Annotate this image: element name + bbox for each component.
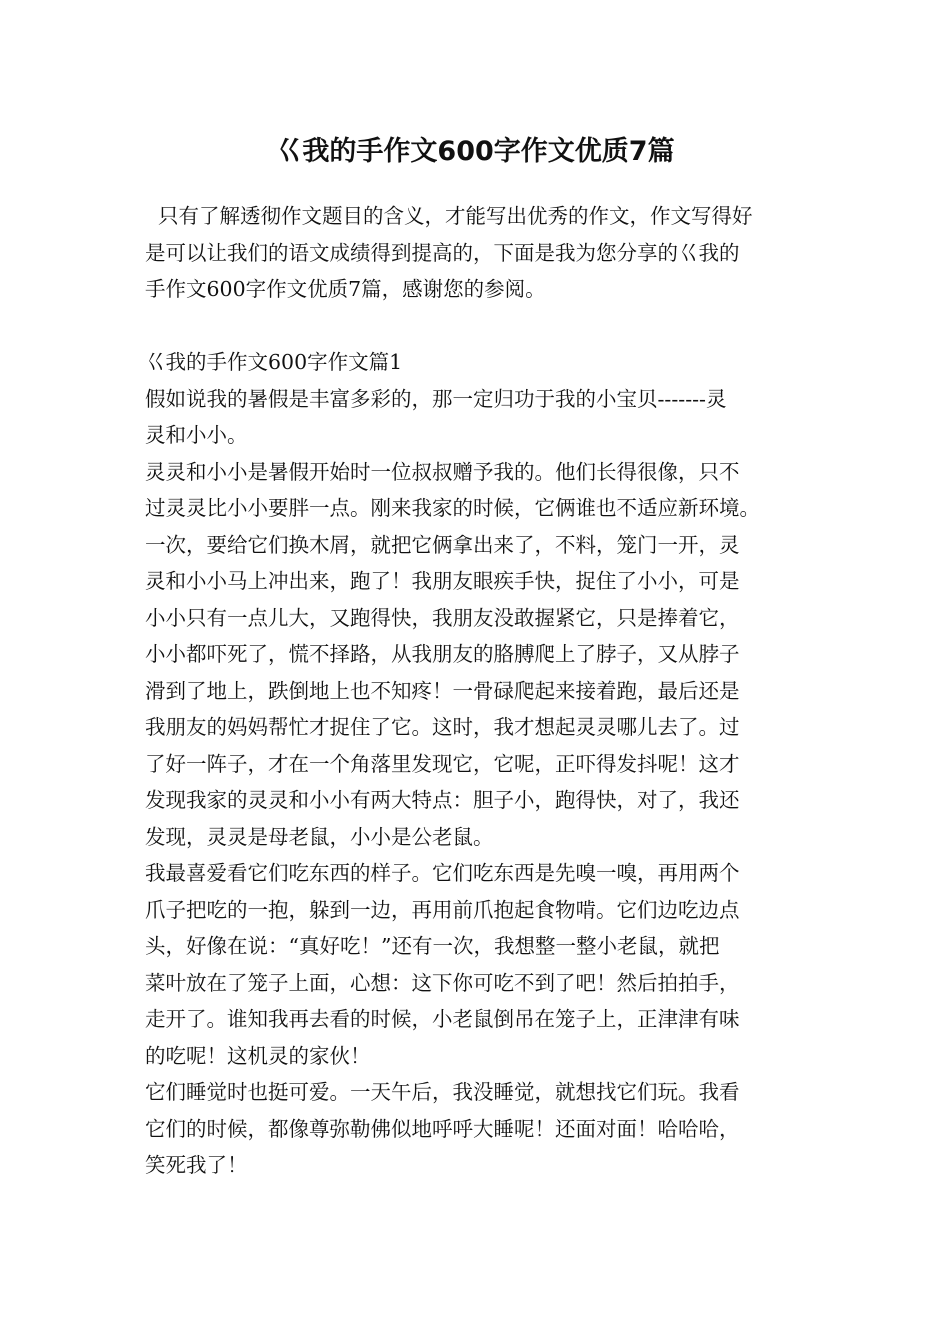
body-line: 滑到了地上，跌倒地上也不知疼！一骨碌爬起来接着跑，最后还是 <box>145 678 740 703</box>
body-line: 小小只有一点儿大，又跑得快，我朋友没敢握紧它，只是捧着它， <box>145 605 740 630</box>
body-line: 我朋友的妈妈帮忙才捉住了它。这时，我才想起灵灵哪儿去了。过 <box>145 715 740 739</box>
body-line: 灵灵和小小是暑假开始时一位叔叔赠予我的。他们长得很像，只不 <box>145 459 740 484</box>
document-title: 巜我的手作文600字作文优质7篇 <box>275 136 675 167</box>
body-line: 它们睡觉时也挺可爱。一天午后，我没睡觉，就想找它们玩。我看 <box>145 1080 740 1104</box>
body-line: 它们的时候，都像尊弥勒佛似地呼呼大睡呢！还面对面！哈哈哈， <box>145 1116 740 1141</box>
body-line: 灵和小小。 <box>145 423 248 447</box>
body-line: 我最喜爱看它们吃东西的样子。它们吃东西是先嗅一嗅，再用两个 <box>145 861 740 885</box>
paragraph-gap <box>145 308 835 345</box>
intro-line: 只有了解透彻作文题目的含义，才能写出优秀的作文，作文写得好 <box>145 204 753 228</box>
body-line: 菜叶放在了笼子上面，心想：这下你可吃不到了吧！然后拍拍手， <box>145 970 740 995</box>
body-line: 灵和小小马上冲出来，跑了！我朋友眼疾手快，捉住了小小，可是 <box>145 569 740 593</box>
section-heading: 巜我的手作文600字作文篇1 <box>145 350 403 374</box>
body-line: 的吃呢！这机灵的家伙！ <box>145 1043 371 1068</box>
body-line: 走开了。谁知我再去看的时候，小老鼠倒吊在笼子上，正津津有味 <box>145 1007 740 1031</box>
intro-line: 是可以让我们的语文成绩得到提高的，下面是我为您分享的巜我的 <box>145 240 740 265</box>
body-line: 小小都吓死了，慌不择路，从我朋友的胳膊爬上了脖子，又从脖子 <box>145 642 740 666</box>
body-line: 假如说我的暑假是丰富多彩的，那一定归功于我的小宝贝-------灵 <box>145 386 727 411</box>
intro-line: 手作文600字作文优质7篇，感谢您的参阅。 <box>145 277 546 301</box>
body-line: 发现，灵灵是母老鼠，小小是公老鼠。 <box>145 824 494 849</box>
body-line: 一次，要给它们换木屑，就把它俩拿出来了，不料，笼门一开，灵 <box>145 532 740 557</box>
body-line: 爪子把吃的一抱，躲到一边，再用前爪抱起食物啃。它们边吃边点 <box>145 897 740 922</box>
body-line: 过灵灵比小小要胖一点。刚来我家的时候，它俩谁也不适应新环境。 <box>145 496 760 520</box>
body-line: 了好一阵子，才在一个角落里发现它，它呢，正吓得发抖呢！这才 <box>145 751 740 776</box>
document-body <box>145 198 835 1184</box>
body-line: 笑死我了！ <box>145 1153 248 1177</box>
body-line: 头，好像在说：“真好吃！”还有一次，我想整一整小老鼠，就把 <box>145 934 720 958</box>
body-line: 发现我家的灵灵和小小有两大特点：胆子小，跑得快，对了，我还 <box>145 788 740 812</box>
